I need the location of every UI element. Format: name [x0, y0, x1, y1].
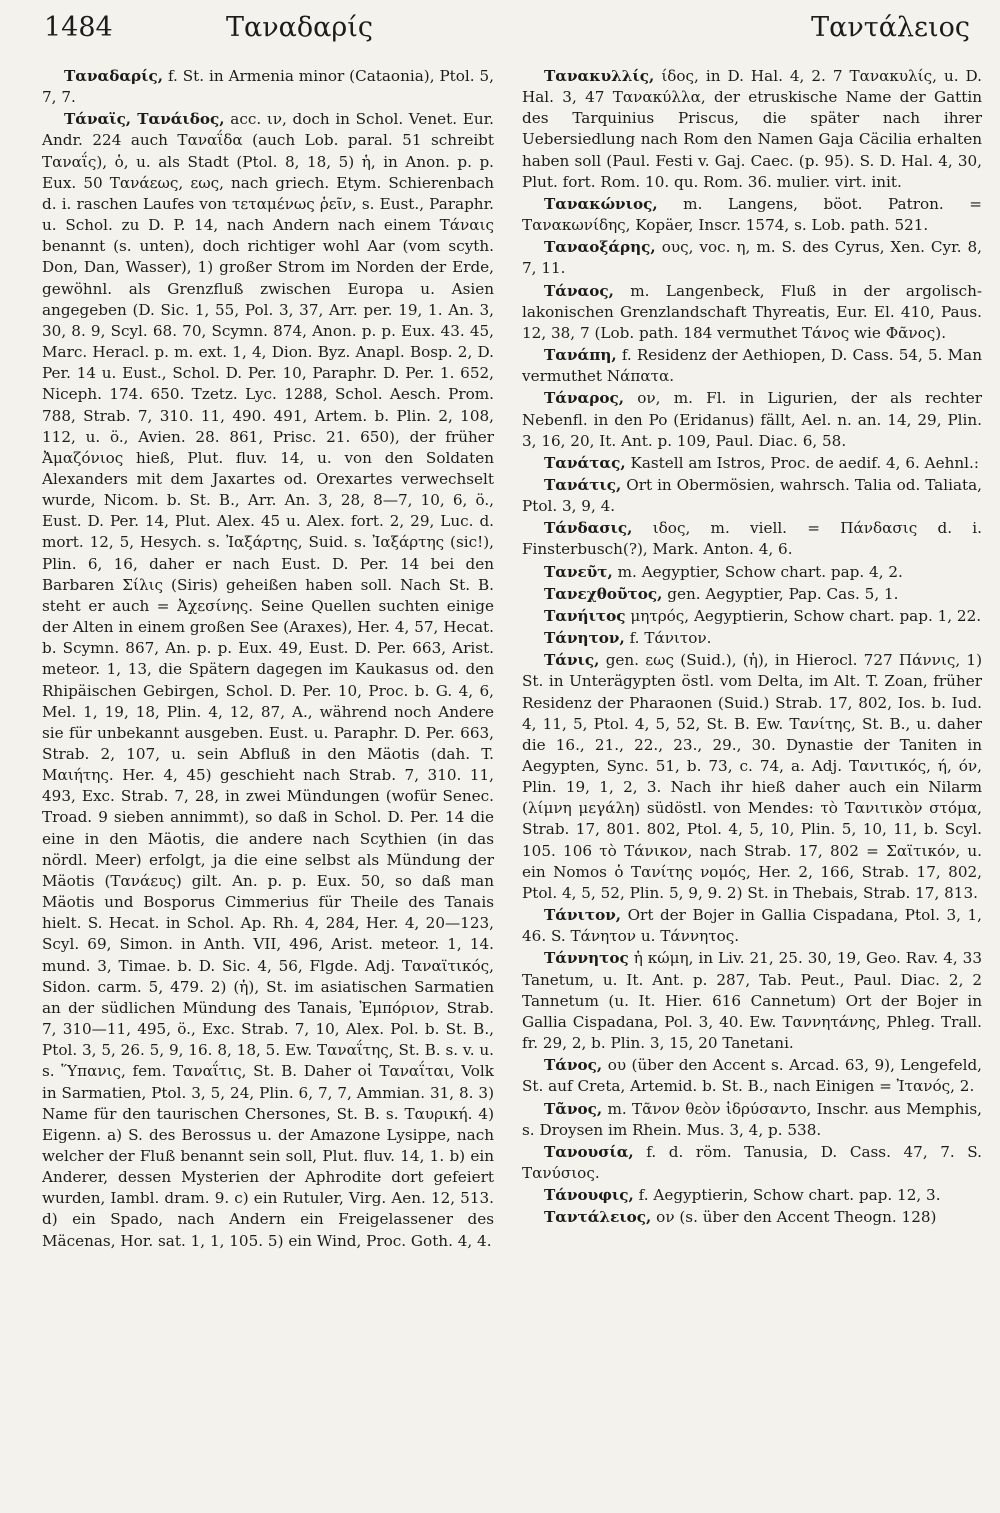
entry-headword: Τάνιτον,	[544, 906, 622, 925]
dictionary-entry	[522, 66, 982, 193]
dictionary-entry	[522, 628, 982, 649]
dictionary-entry	[522, 281, 982, 344]
entry-headword: Τάναϊς, Τανάιδος,	[64, 110, 225, 129]
entry-headword: Τανακυλλίς,	[544, 67, 655, 85]
running-head-right: Ταντάλειος	[811, 12, 970, 43]
entry-headword: Ταναοξάρης,	[544, 238, 656, 257]
entry-text: Kastell am Istros, Proc. de aedif. 4, 6. Aehnl.:	[630, 453, 979, 472]
dictionary-entry	[522, 237, 982, 279]
entry-text: ον, m. Fl. in Ligurien, der als rechter Nebenfl. in den Po (Eridanus) fällt, Ael. n. an. 14, 29, Plin. 3, 16, 20, It. Ant. p. 109, Paul. Diac. 6, 58.	[522, 389, 982, 450]
dictionary-entry	[42, 109, 494, 1251]
entry-text: m. Langens, böot. Patron. = Τανακωνίδης, Kopäer, Inscr. 1574, s. Lob. path. 521.	[522, 194, 982, 235]
dictionary-entry	[522, 1099, 982, 1141]
entry-headword: Τάναος,	[544, 281, 614, 300]
dictionary-entry	[522, 1207, 982, 1228]
dictionary-entry	[522, 1185, 982, 1206]
entry-text: ον (s. über den Accent Theogn. 128)	[656, 1208, 937, 1227]
dictionary-entry	[522, 194, 982, 236]
dictionary-entry	[42, 66, 494, 108]
entry-headword: Τανεχθοῦτος,	[544, 584, 663, 603]
entry-headword: Τάννητος	[544, 949, 629, 968]
entry-text: f. Residenz der Aethiopen, D. Cass. 54, 5. Man vermuthet Νάπατα.	[522, 346, 983, 386]
entry-text: m. Langenbeck, Fluß in der argolisch-lakonischen Grenzlandschaft Thyreatis, Eur. El. 410, Paus. 12, 38, 7 (Lob. path. 184 vermuthet Τάνος wie Φᾶνος).	[522, 281, 982, 342]
page-header	[44, 12, 970, 52]
dictionary-entry	[522, 453, 982, 474]
entry-text: m. Aegyptier, Schow chart. pap. 4, 2.	[617, 562, 903, 581]
entry-headword: Τανεῦτ,	[544, 562, 613, 581]
entry-headword: Ταντάλειος,	[544, 1208, 652, 1227]
entry-headword: Ταναδαρίς,	[64, 67, 164, 85]
dictionary-entry	[522, 1055, 982, 1097]
entry-text: ιδος, m. viell. = Πάνδασις d. i. Finsterbusch(?), Mark. Anton. 4, 6.	[522, 519, 982, 559]
dictionary-entry	[522, 584, 982, 605]
dictionary-entry	[522, 948, 982, 1054]
entry-headword: Τανάτας,	[544, 453, 626, 472]
dictionary-entry	[522, 518, 982, 560]
entry-headword: Τάνος,	[544, 1056, 603, 1075]
entry-text: f. Aegyptierin, Schow chart. pap. 12, 3.	[638, 1186, 941, 1205]
entry-headword: Τανήιτος	[544, 606, 626, 625]
dictionary-entry	[522, 475, 982, 517]
running-head-left: Ταναδαρίς	[226, 12, 373, 43]
entry-text: ους, voc. η, m. S. des Cyrus, Xen. Cyr. 8, 7, 11.	[522, 238, 983, 278]
dictionary-entry	[522, 345, 982, 387]
entry-text: gen. Aegyptier, Pap. Cas. 5, 1.	[667, 584, 899, 603]
dictionary-entry	[522, 388, 982, 451]
entry-headword: Τάνις,	[544, 651, 600, 670]
left-column	[42, 66, 494, 1252]
entry-text: Ort der Bojer in Gallia Cispadana, Ptol. 3, 1, 46. S. Τάνητον u. Τάννητος.	[522, 906, 983, 946]
dictionary-entry	[522, 1142, 982, 1184]
entry-headword: Τανακώνιος,	[544, 194, 658, 213]
entry-headword: Τᾶνος,	[544, 1099, 603, 1118]
entry-headword: Τανάπη,	[544, 346, 617, 365]
entry-headword: Τάνδασις,	[544, 519, 633, 538]
entry-text: Ort in Obermösien, wahrsch. Talia od. Taliata, Ptol. 3, 9, 4.	[522, 475, 982, 516]
right-column	[522, 66, 982, 1228]
entry-headword: Τάναρος,	[544, 389, 624, 408]
dictionary-entry	[522, 562, 982, 583]
dictionary-entry	[522, 606, 982, 627]
entry-headword: Τάνουφις,	[544, 1186, 634, 1205]
dictionary-entry	[522, 650, 982, 904]
entry-text: μητρός, Aegyptierin, Schow chart. pap. 1, 22.	[630, 606, 982, 625]
entry-headword: Τανάτις,	[544, 475, 622, 494]
entry-text: m. Τᾶνον θεὸν ἱδρύσαντο, Inschr. aus Memphis, s. Droysen im Rhein. Mus. 3, 4, p. 538.	[522, 1099, 982, 1139]
entry-text: ου (über den Accent s. Arcad. 63, 9), Lengefeld, St. auf Creta, Artemid. b. St. B., nach Einigen = Ἰτανός, 2.	[522, 1056, 982, 1096]
entry-text: f. Τάνιτον.	[629, 629, 712, 648]
entry-text: gen. εως (Suid.), (ἡ), in Hierocl. 727 Πάννις, 1) St. in Unterägypten östl. vom Delta, im Alt. T. Zoan, früher Residenz der Pharaonen (Suid.) Strab. 17, 802, Ios. b. Iud. 4, 11, 5, Ptol. 4, 5, 52, St. B. Ew. Τανίτης, St. B., u. daher die 16., 21., 22., 23., 29., 30. Dynastie der Taniten in Aegypten, Sync. 51, b. 73, c. 74, a. Adj. Τανιτικός, ή, όν, Plin. 19, 1, 2, 3. Nach ihr hieß daher auch ein Nilarm (λίμνη μεγάλη) südöstl. von Mendes: τὸ Τανιτικὸν στόμα, Strab. 17, 801. 802, Ptol. 4, 5, 10, Plin. 5, 10, 11, b. Scyl. 105. 106 τὸ Τάνικον, nach Strab. 17, 802 = Σαϊτικόν, u. ein Nomos ὁ Τανίτης νομός, Her. 2, 166, Strab. 17, 802, Ptol. 4, 5, 52, Plin. 5, 9, 9. 2) St. in Thebais, Strab. 17, 813.	[522, 651, 983, 902]
dictionary-entry	[522, 905, 982, 947]
entry-text: f. St. in Armenia minor (Cataonia), Ptol. 5, 7, 7.	[42, 67, 494, 107]
entry-headword: Τανουσία,	[544, 1142, 634, 1161]
page-number: 1484	[44, 12, 113, 43]
entry-text: acc. ιν, doch in Schol. Venet. Eur. Andr. 224 auch Ταναΐδα (auch Lob. paral. 51 schreibt Ταναΐς), ὁ, u. als Stadt (Ptol. 8, 18, 5) ἡ, in Anon. p. p. Eux. 50 Τανάεως, εως, nach griech. Etym. Schierenbach d. i. raschen Laufes von τεταμένως ῥεῖν, s. Eust., Paraphr. u. Schol. zu D. P. 14, nach Andern nach einem Τάναις benannt (s. unten), doch richtiger wohl Aar (vom scyth. Don, Dan, Wasser), 1) großer Strom im Norden der Erde, gewöhnl. als Grenzfluß zwischen Europa u. Asien angegeben (D. Sic. 1, 55, Pol. 3, 37, Arr. per. 19, 1. An. 3, 30, 8. 9, Scyl. 68. 70, Scymn. 874, Anon. p. p. Eux. 43. 45, Marc. Heracl. p. m. ext. 1, 4, Dion. Byz. Anapl. Bosp. 2, D. Per. 14 u. Eust., Schol. D. Per. 10, Paraphr. D. Per. 1. 652, Niceph. 174. 650. Tzetz. Lyc. 1288, Schol. Aesch. Prom. 788, Strab. 7, 310. 11, 490. 491, Artem. b. Plin. 2, 108, 112, u. ö., Avien. 28. 861, Prisc. 21. 650), der früher Ἀμαζόνιος hieß, Plut. fluv. 14, u. von den Soldaten Alexanders mit dem Jaxartes od. Orexartes verwechselt wurde, Nicom. b. St. B., Arr. An. 3, 28, 8—7, 10, 6, ö., Eust. D. Per. 14, Plut. Alex. 45 u. Alex. fort. 2, 29, Luc. d. mort. 12, 5, Hesych. s. Ἰαξάρτης, Suid. s. Ἰαξάρτης (sic!), Plin. 6, 16, daher er nach Eust. D. Per. 14 bei den Barbaren Σίλις (Siris) geheißen haben soll. Nach St. B. steht er auch = Ἀχεσίνης. Seine Quellen suchten einige der Alten in einem großen See (Araxes), Her. 4, 57, Hecat. b. Scymn. 867, An. p. p. Eux. 49, Eust. D. Per. 663, Arist. meteor. 1, 13, die Spätern dagegen im Kaukasus od. den Rhipäischen Gebirgen, Schol. D. Per. 10, Proc. b. G. 4, 6, Mel. 1, 19, 18, Plin. 4, 12, 87, A., während noch Andere sie für unbekannt ausgeben. Eust. u. Paraphr. D. Per. 663, Strab. 2, 107, u. sein Abfluß in den Mäotis (dah. T. Μαιήτης. Her. 4, 45) geschieht nach Strab. 7, 310. 11, 493, Exc. Strab. 7, 28, in zwei Mündungen (wofür Senec. Troad. 9 sieben annimmt), so daß in Schol. D. Per. 14 die eine in den Mäotis, die andere nach Scythien (in das nördl. Meer) erfolgt, ja die eine selbst als Mündung der Mäotis (Τανάευς) gilt. An. p. p. Eux. 50, so daß man Mäotis und Bosporus Cimmerius für Theile des Tanais hielt. S. Hecat. in Schol. Ap. Rh. 4, 284, Her. 4, 20—123, Scyl. 69, Simon. in Anth. VII, 496, Arist. meteor. 1, 14. mund. 3, Timae. b. D. Sic. 4, 56, Flgde. Adj. Ταναϊτικός, Sidon. carm. 5, 479. 2) (ἡ), St. im asiatischen Sarmatien an der südlichen Mündung des Tanais, Ἐμπόριον, Strab. 7, 310—11, 495, ö., Exc. Strab. 7, 10, Alex. Pol. b. St. B., Ptol. 3, 5, 26. 5, 9, 16. 8, 18, 5. Ew. Ταναΐτης, St. B. s. v. u. s. Ὕπανις, fem. Ταναΐτις, St. B. Daher οἱ Ταναΐται, Volk in Sarmatien, Ptol. 3, 5, 24, Plin. 6, 7, 7, Ammian. 31, 8. 3) Name für den taurischen Chersones, St. B. s. Ταυρική. 4) Eigenn. a) S. des Berossus u. der Amazone Lysippe, nach welcher der Fluß benannt sein soll, Plut. fluv. 14, 1. b) ein Anderer, dessen Mysterien der Aphrodite dort gefeiert wurden, Iambl. dram. 9. c) ein Rutuler, Virg. Aen. 12, 513. d) ein Spado, nach Andern ein Freigelassener des Mäcenas, Hor. sat. 1, 1, 105. 5) ein Wind, Proc. Goth. 4, 4.	[42, 110, 495, 1250]
entry-text: ἡ κώμη, in Liv. 21, 25. 30, 19, Geo. Rav. 4, 33 Tanetum, u. It. Ant. p. 287, Tab. Peut., Paul. Diac. 2, 2 Tannetum (u. It. Hier. 616 Cannetum) Ort der Bojer in Gallia Cispadana, Pol. 3, 40. Ew. Ταννητάνης, Phleg. Trall. fr. 29, 2, b. Plin. 3, 15, 20 Tanetani.	[522, 949, 983, 1053]
entry-headword: Τάνητον,	[544, 629, 625, 648]
entry-text: f. d. röm. Tanusia, D. Cass. 47, 7. S. Τανύσιος.	[522, 1142, 982, 1182]
entry-text: ίδος, in D. Hal. 4, 2. 7 Τανακυλίς, u. D. Hal. 3, 47 Τανακύλλα, der etruskische Name der Gattin des Tarquinius Priscus, die später nach ihrer Uebersiedlung nach Rom den Namen Gaja Cäcilia erhalten haben soll (Paul. Festi v. Gaj. Caec. (p. 95). S. D. Hal. 4, 30, Plut. fort. Rom. 10. qu. Rom. 36. mulier. virt. init.	[522, 67, 983, 191]
